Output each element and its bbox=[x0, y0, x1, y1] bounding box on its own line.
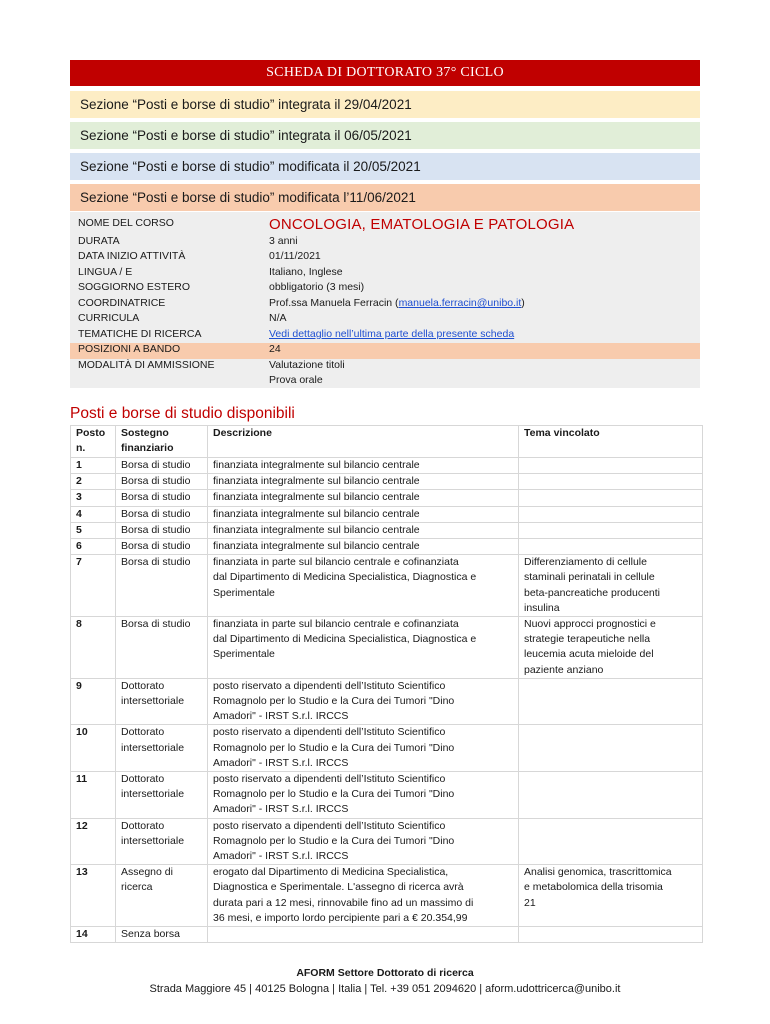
cell-topic bbox=[519, 506, 703, 522]
cell-line: finanziata in parte sul bilancio centrale e cofinanziata bbox=[213, 556, 459, 569]
cell-topic bbox=[519, 617, 703, 679]
cell-topic bbox=[519, 725, 703, 772]
cell-line: intersettoriale bbox=[121, 834, 185, 847]
cell-line: Borsa di studio bbox=[121, 475, 191, 488]
cell-line: intersettoriale bbox=[121, 695, 185, 708]
info-row-admission bbox=[70, 359, 700, 389]
cell-num bbox=[71, 678, 116, 725]
cell-description bbox=[208, 927, 519, 943]
cell-line: Nuovi approcci prognostici e bbox=[524, 618, 656, 631]
cell-line: finanziata integralmente sul bilancio centrale bbox=[213, 475, 420, 488]
column-header-support: Sostegno finanziario bbox=[116, 426, 208, 458]
table-header-row bbox=[71, 426, 703, 458]
table-row bbox=[71, 539, 703, 555]
cell-support bbox=[116, 725, 208, 772]
cell-line: 2 bbox=[76, 475, 82, 488]
cell-description bbox=[208, 555, 519, 617]
cell-line: Dottorato bbox=[121, 773, 165, 786]
cell-support bbox=[116, 474, 208, 490]
cell-line: 12 bbox=[76, 819, 88, 832]
cell-line: Sperimentale bbox=[213, 586, 275, 599]
cell-support bbox=[116, 506, 208, 522]
cell-num bbox=[71, 555, 116, 617]
cell-line: Amadori" - IRST S.r.l. IRCCS bbox=[213, 850, 349, 863]
table-row bbox=[71, 617, 703, 679]
cell-num bbox=[71, 522, 116, 538]
cell-topic bbox=[519, 678, 703, 725]
cell-line: 11 bbox=[76, 773, 88, 786]
cell-line: durata pari a 12 mesi, rinnovabile fino ad un massimo di bbox=[213, 896, 474, 909]
cell-line: Borsa di studio bbox=[121, 507, 191, 520]
cell-num bbox=[71, 474, 116, 490]
cell-line: 14 bbox=[76, 928, 88, 941]
cell-support bbox=[116, 927, 208, 943]
cell-line: 10 bbox=[76, 726, 88, 739]
cell-description bbox=[208, 772, 519, 819]
coordinator-email-link[interactable]: manuela.ferracin@unibo.it bbox=[398, 297, 522, 309]
info-value: Prova orale bbox=[269, 374, 323, 386]
cell-topic bbox=[519, 522, 703, 538]
posts-table bbox=[70, 425, 703, 943]
info-row-start bbox=[70, 250, 700, 266]
cell-description bbox=[208, 522, 519, 538]
cell-line: insulina bbox=[524, 601, 560, 614]
cell-num bbox=[71, 458, 116, 474]
update-note-4: Sezione “Posti e borse di studio” modificata l’11/06/2021 bbox=[70, 184, 700, 211]
cell-line: 8 bbox=[76, 618, 82, 631]
cell-num bbox=[71, 506, 116, 522]
cell-line: Senza borsa bbox=[121, 928, 180, 941]
cell-line: Borsa di studio bbox=[121, 459, 191, 471]
table-row bbox=[71, 490, 703, 506]
cell-line: finanziata integralmente sul bilancio centrale bbox=[213, 459, 420, 471]
cell-line: posto riservato a dipendenti dell’Istituto Scientifico bbox=[213, 726, 446, 739]
info-value: 01/11/2021 bbox=[269, 250, 321, 262]
table-row bbox=[71, 865, 703, 927]
cell-description bbox=[208, 539, 519, 555]
cell-description bbox=[208, 490, 519, 506]
info-value: 24 bbox=[269, 343, 281, 355]
info-label: POSIZIONI A BANDO bbox=[78, 343, 181, 355]
cell-support bbox=[116, 678, 208, 725]
info-label: SOGGIORNO ESTERO bbox=[78, 281, 191, 293]
update-note-3: Sezione “Posti e borse di studio” modificata il 20/05/2021 bbox=[70, 153, 700, 180]
info-label: COORDINATRICE bbox=[78, 297, 166, 309]
cell-line: finanziata integralmente sul bilancio centrale bbox=[213, 491, 420, 504]
cell-line: Borsa di studio bbox=[121, 556, 191, 569]
cell-line: posto riservato a dipendenti dell’Istituto Scientifico bbox=[213, 679, 446, 692]
cell-line: dal Dipartimento di Medicina Specialistica, Diagnostica e bbox=[213, 633, 477, 646]
cell-line: Amadori" - IRST S.r.l. IRCCS bbox=[213, 803, 349, 816]
cell-line: Romagnolo per lo Studio e la Cura dei Tumori "Dino bbox=[213, 834, 455, 847]
cell-topic bbox=[519, 474, 703, 490]
cell-description bbox=[208, 725, 519, 772]
cell-num bbox=[71, 539, 116, 555]
cell-description bbox=[208, 506, 519, 522]
table-row bbox=[71, 555, 703, 617]
cell-line: paziente anziano bbox=[524, 663, 604, 676]
footer-address: Strada Maggiore 45 | 40125 Bologna | Italia | Tel. +39 051 2094620 | aform.udottricerca@unibo.it bbox=[149, 983, 621, 995]
cell-num bbox=[71, 490, 116, 506]
info-row-coordinator bbox=[70, 297, 700, 313]
cell-line: Analisi genomica, trascrittomica bbox=[524, 866, 672, 879]
cell-line: Dottorato bbox=[121, 819, 165, 832]
cell-line: 1 bbox=[76, 459, 82, 471]
cell-line: 6 bbox=[76, 540, 82, 553]
cell-line: ricerca bbox=[121, 881, 153, 894]
footer-title: AFORM Settore Dottorato di ricerca bbox=[296, 967, 474, 979]
cell-topic bbox=[519, 772, 703, 819]
cell-support bbox=[116, 539, 208, 555]
cell-line: strategie terapeutiche nella bbox=[524, 633, 651, 646]
cell-line: Sperimentale bbox=[213, 648, 275, 661]
cell-line: Diagnostica e Sperimentale. L'assegno di ricerca avrà bbox=[213, 881, 464, 894]
cell-description bbox=[208, 458, 519, 474]
table-row bbox=[71, 458, 703, 474]
update-note-1: Sezione “Posti e borse di studio” integrata il 29/04/2021 bbox=[70, 91, 700, 118]
info-value bbox=[269, 297, 525, 309]
cell-line: Borsa di studio bbox=[121, 523, 191, 536]
info-row-topics bbox=[70, 328, 700, 344]
cell-support bbox=[116, 522, 208, 538]
cell-line: e metabolomica della trisomia bbox=[524, 881, 663, 894]
info-row-duration bbox=[70, 235, 700, 251]
cell-description bbox=[208, 474, 519, 490]
cell-line: finanziata integralmente sul bilancio centrale bbox=[213, 507, 420, 520]
column-header-topic: Tema vincolato bbox=[519, 426, 703, 458]
info-value: 3 anni bbox=[269, 235, 298, 247]
cell-line: Dottorato bbox=[121, 679, 165, 692]
section-heading: Posti e borse di studio disponibili bbox=[70, 405, 295, 422]
cell-line: Assegno di bbox=[121, 866, 173, 879]
cell-line: 36 mesi, e importo lordo percipiente pari a € 20.354,99 bbox=[213, 911, 468, 924]
cell-support bbox=[116, 555, 208, 617]
cell-line: 21 bbox=[524, 896, 536, 909]
cell-line: posto riservato a dipendenti dell’Istituto Scientifico bbox=[213, 773, 446, 786]
cell-line: Romagnolo per lo Studio e la Cura dei Tumori "Dino bbox=[213, 788, 455, 801]
table-row bbox=[71, 678, 703, 725]
cell-line: 3 bbox=[76, 491, 82, 504]
cell-line: Differenziamento di cellule bbox=[524, 556, 647, 569]
cell-line: intersettoriale bbox=[121, 788, 185, 801]
column-header-num: Posto n. bbox=[71, 426, 116, 458]
cell-topic bbox=[519, 458, 703, 474]
coordinator-close: ) bbox=[521, 297, 525, 309]
table-row bbox=[71, 818, 703, 865]
cell-num bbox=[71, 865, 116, 927]
cell-topic bbox=[519, 927, 703, 943]
info-row-curricula bbox=[70, 312, 700, 328]
cell-num bbox=[71, 927, 116, 943]
cell-line: finanziata integralmente sul bilancio centrale bbox=[213, 540, 420, 553]
cell-line: posto riservato a dipendenti dell’Istituto Scientifico bbox=[213, 819, 446, 832]
cell-topic bbox=[519, 539, 703, 555]
table-row bbox=[71, 927, 703, 943]
cell-line: Borsa di studio bbox=[121, 618, 191, 631]
cell-line: 5 bbox=[76, 523, 82, 536]
cell-line: Borsa di studio bbox=[121, 540, 191, 553]
cell-num bbox=[71, 725, 116, 772]
cell-topic bbox=[519, 818, 703, 865]
cell-num bbox=[71, 617, 116, 679]
cell-line: 7 bbox=[76, 556, 82, 569]
cell-line: Romagnolo per lo Studio e la Cura dei Tumori "Dino bbox=[213, 695, 455, 708]
info-row-abroad bbox=[70, 281, 700, 297]
info-label: TEMATICHE DI RICERCA bbox=[78, 328, 202, 340]
cell-num bbox=[71, 772, 116, 819]
cell-topic bbox=[519, 865, 703, 927]
info-value: Valutazione titoli bbox=[269, 359, 345, 371]
cell-description bbox=[208, 865, 519, 927]
cell-support bbox=[116, 772, 208, 819]
cell-description bbox=[208, 617, 519, 679]
cell-num bbox=[71, 818, 116, 865]
topics-link[interactable]: Vedi dettaglio nell’ultima parte della presente scheda bbox=[269, 328, 515, 340]
cell-line: Amadori" - IRST S.r.l. IRCCS bbox=[213, 756, 349, 769]
cell-topic bbox=[519, 555, 703, 617]
cell-line: Dottorato bbox=[121, 726, 165, 739]
cell-support bbox=[116, 490, 208, 506]
info-label: MODALITÀ DI AMMISSIONE bbox=[78, 359, 215, 371]
cell-support bbox=[116, 865, 208, 927]
cell-line: Romagnolo per lo Studio e la Cura dei Tumori "Dino bbox=[213, 741, 455, 754]
cell-description bbox=[208, 818, 519, 865]
cell-line: finanziata in parte sul bilancio centrale e cofinanziata bbox=[213, 618, 459, 631]
cell-support bbox=[116, 458, 208, 474]
info-label: CURRICULA bbox=[78, 312, 140, 324]
info-value: Italiano, Inglese bbox=[269, 266, 343, 278]
info-label: LINGUA / E bbox=[78, 266, 133, 278]
course-info-table bbox=[70, 212, 700, 388]
page-title: SCHEDA DI DOTTORATO 37° CICLO bbox=[70, 60, 700, 86]
table-row bbox=[71, 522, 703, 538]
info-value: N/A bbox=[269, 312, 287, 324]
course-name: ONCOLOGIA, EMATOLOGIA E PATOLOGIA bbox=[269, 216, 575, 233]
cell-line: Borsa di studio bbox=[121, 491, 191, 504]
cell-support bbox=[116, 617, 208, 679]
table-row bbox=[71, 725, 703, 772]
cell-line: erogato dal Dipartimento di Medicina Specialistica, bbox=[213, 866, 449, 879]
cell-line: beta-pancreatiche producenti bbox=[524, 586, 661, 599]
info-row-language bbox=[70, 266, 700, 282]
cell-line: intersettoriale bbox=[121, 741, 185, 754]
info-row-course bbox=[70, 214, 700, 236]
info-label: DATA INIZIO ATTIVITÀ bbox=[78, 250, 186, 262]
info-row-positions bbox=[70, 343, 700, 359]
info-label: NOME DEL CORSO bbox=[78, 217, 174, 229]
table-row bbox=[71, 772, 703, 819]
cell-line: staminali perinatali in cellule bbox=[524, 571, 655, 584]
column-header-description: Descrizione bbox=[208, 426, 519, 458]
cell-description bbox=[208, 678, 519, 725]
cell-line: Amadori" - IRST S.r.l. IRCCS bbox=[213, 710, 349, 723]
cell-support bbox=[116, 818, 208, 865]
cell-line: finanziata integralmente sul bilancio centrale bbox=[213, 523, 420, 536]
info-value: obbligatorio (3 mesi) bbox=[269, 281, 365, 293]
cell-line: leucemia acuta mieloide del bbox=[524, 648, 654, 661]
cell-line: 4 bbox=[76, 507, 82, 520]
cell-line: 13 bbox=[76, 866, 88, 879]
cell-line: 9 bbox=[76, 679, 82, 692]
cell-topic bbox=[519, 490, 703, 506]
cell-line: dal Dipartimento di Medicina Specialistica, Diagnostica e bbox=[213, 571, 477, 584]
table-row bbox=[71, 506, 703, 522]
table-row bbox=[71, 474, 703, 490]
coordinator-name: Prof.ssa Manuela Ferracin ( bbox=[269, 297, 399, 309]
info-label: DURATA bbox=[78, 235, 120, 247]
update-note-2: Sezione “Posti e borse di studio” integrata il 06/05/2021 bbox=[70, 122, 700, 149]
